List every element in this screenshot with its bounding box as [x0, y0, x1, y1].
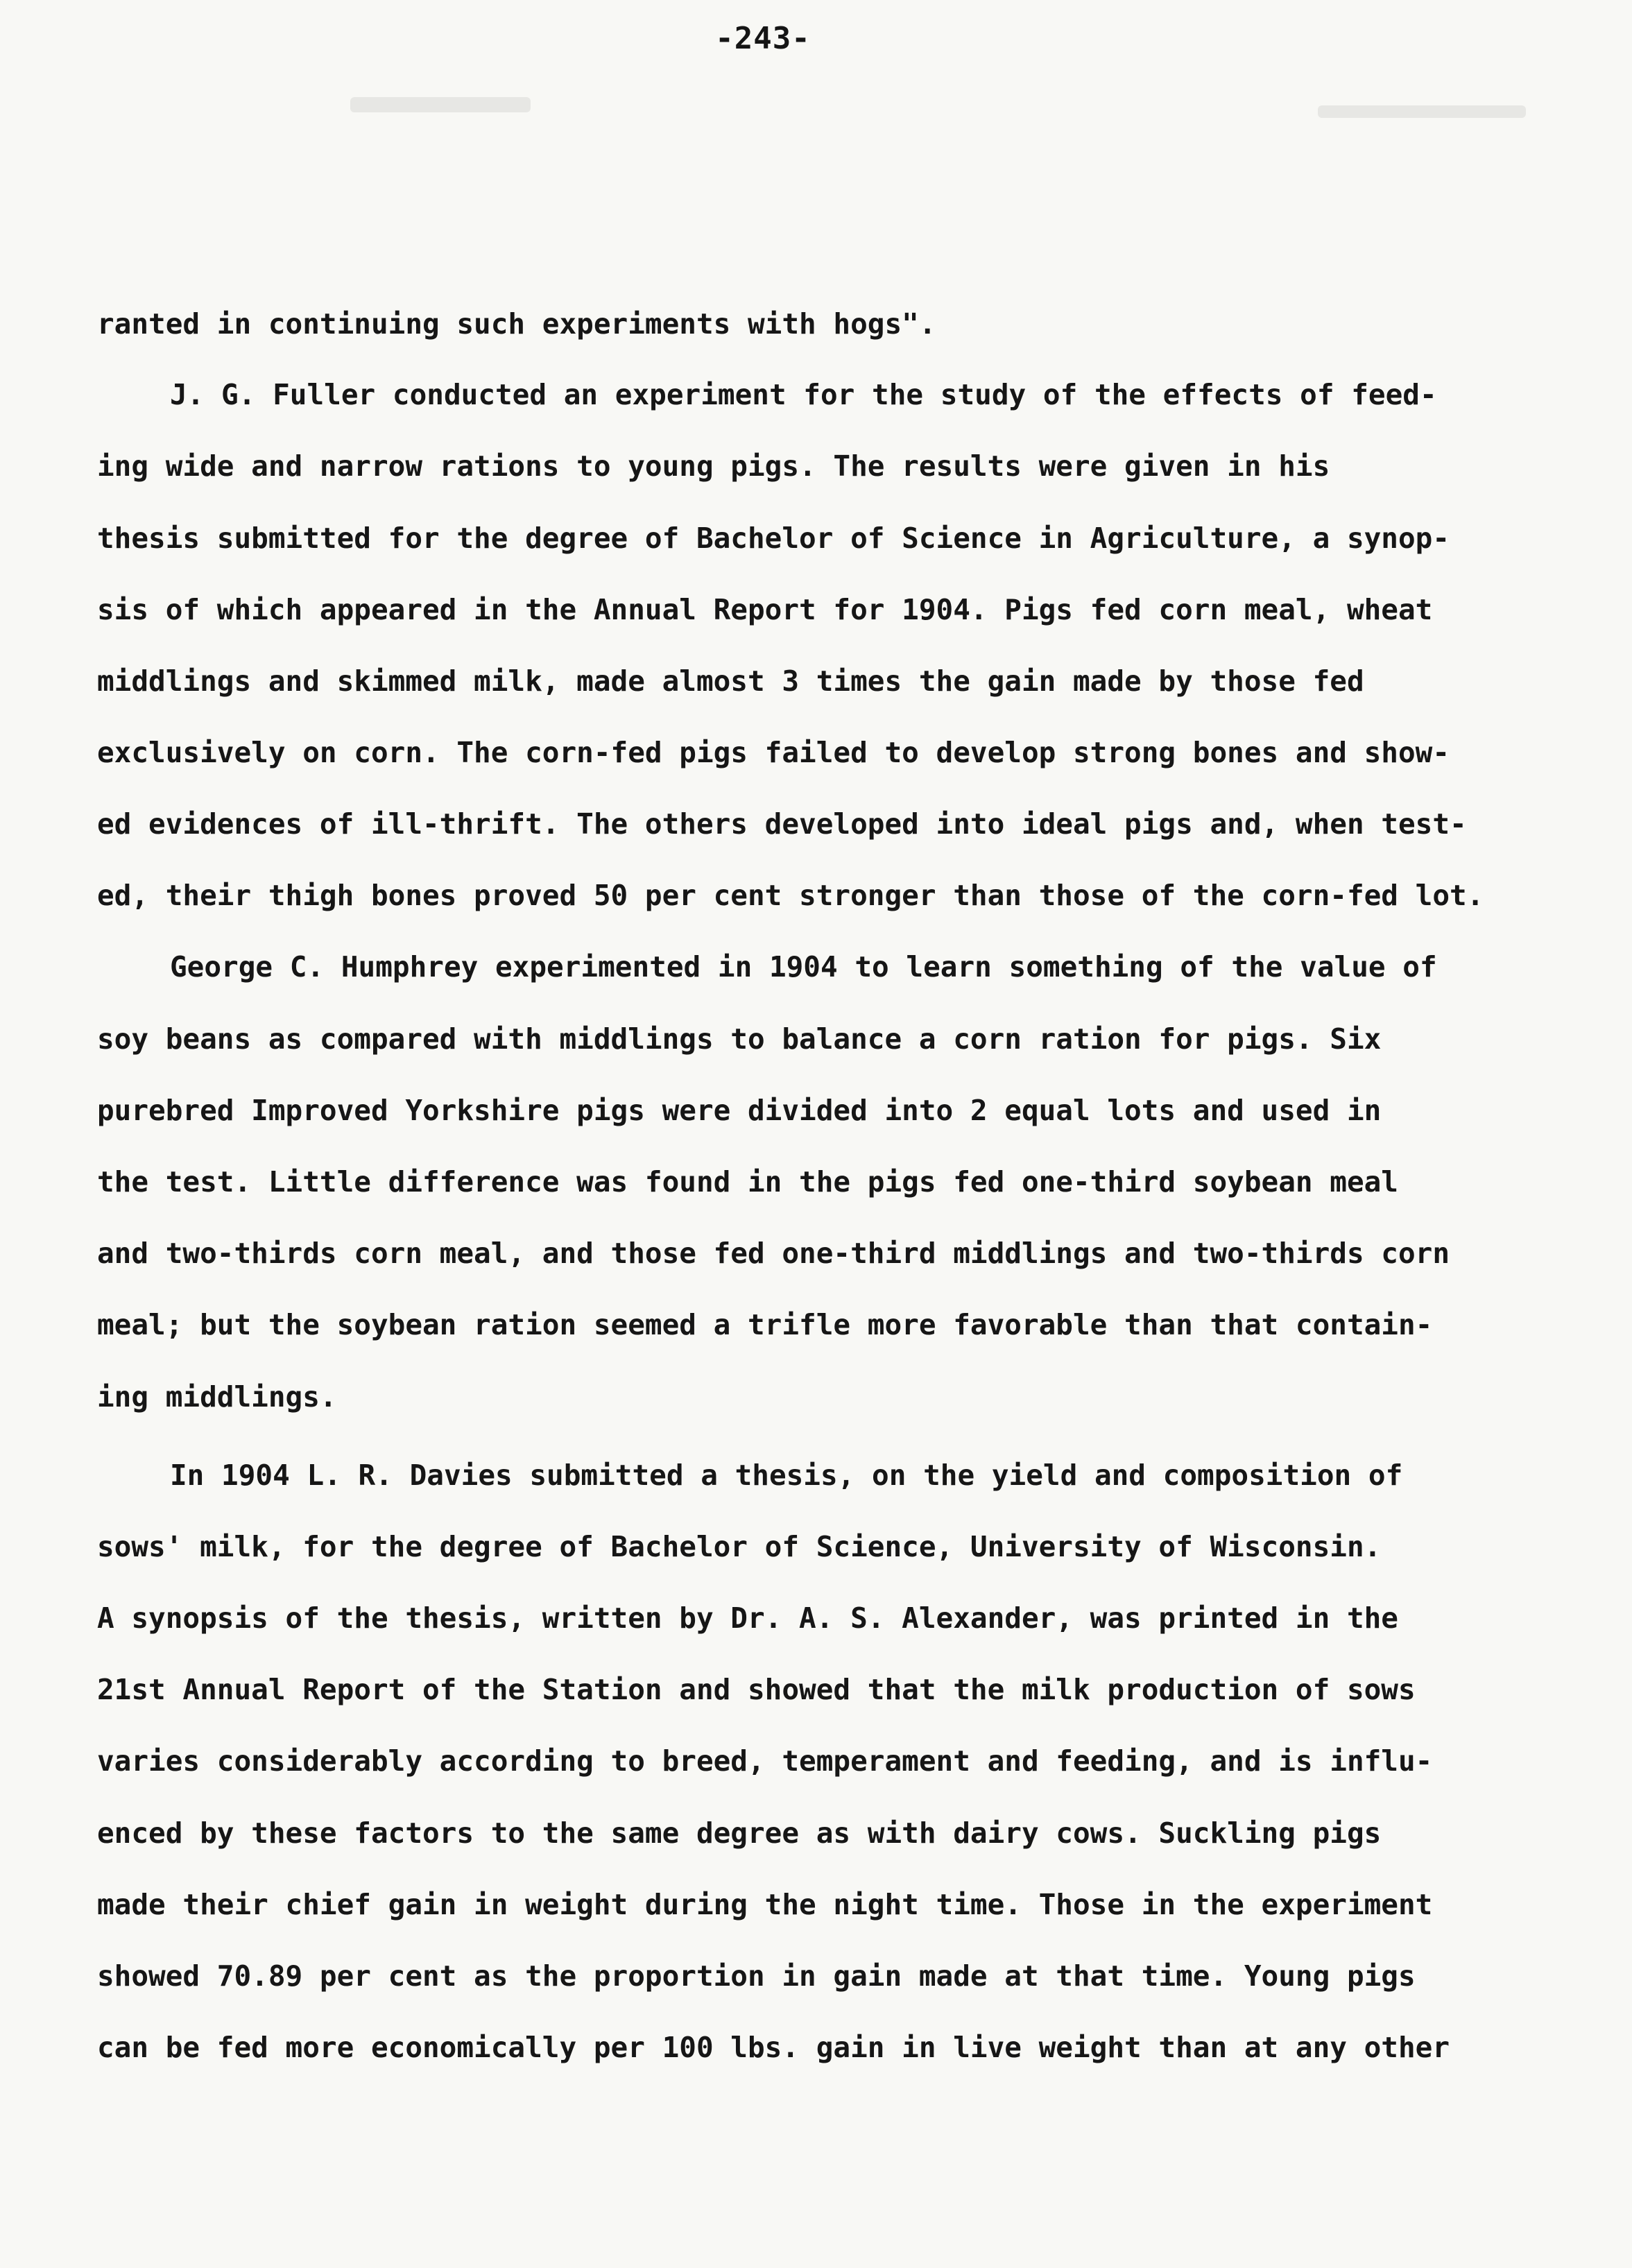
text-line: soy beans as compared with middlings to balance a corn ration for pigs. Six	[97, 1022, 1382, 1056]
page-number: -243-	[715, 21, 811, 56]
scan-smudge	[1318, 105, 1526, 118]
text-line: exclusively on corn. The corn-fed pigs failed to develop strong bones and show-	[97, 736, 1450, 769]
text-line: ing middlings.	[97, 1380, 337, 1414]
text-line: ed evidences of ill-thrift. The others developed into ideal pigs and, when test-	[97, 807, 1467, 841]
text-line: and two-thirds corn meal, and those fed one-third middlings and two-thirds corn	[97, 1237, 1450, 1270]
text-line: J. G. Fuller conducted an experiment for the study of the effects of feed-	[170, 378, 1437, 411]
text-line: ed, their thigh bones proved 50 per cent stronger than those of the corn-fed lot.	[97, 879, 1484, 912]
text-line: ranted in continuing such experiments with hogs".	[97, 307, 936, 341]
text-line: meal; but the soybean ration seemed a trifle more favorable than that contain-	[97, 1308, 1433, 1341]
text-line: showed 70.89 per cent as the proportion in gain made at that time. Young pigs	[97, 1959, 1416, 1993]
scan-smudge	[350, 97, 531, 112]
text-line: thesis submitted for the degree of Bachelor of Science in Agriculture, a synop-	[97, 522, 1450, 555]
text-line: made their chief gain in weight during the night time. Those in the experiment	[97, 1888, 1433, 1921]
text-line: enced by these factors to the same degree as with dairy cows. Suckling pigs	[97, 1816, 1382, 1850]
text-line: ing wide and narrow rations to young pigs. The results were given in his	[97, 449, 1330, 483]
text-line: George C. Humphrey experimented in 1904 to learn something of the value of	[170, 950, 1437, 983]
text-line: middlings and skimmed milk, made almost 3 times the gain made by those fed	[97, 664, 1364, 698]
text-line: 21st Annual Report of the Station and showed that the milk production of sows	[97, 1673, 1416, 1706]
text-line: varies considerably according to breed, temperament and feeding, and is influ-	[97, 1744, 1433, 1778]
text-line: sis of which appeared in the Annual Report for 1904. Pigs fed corn meal, wheat	[97, 593, 1433, 626]
text-line: can be fed more economically per 100 lbs. gain in live weight than at any other	[97, 2031, 1450, 2064]
text-line: sows' milk, for the degree of Bachelor of Science, University of Wisconsin.	[97, 1530, 1382, 1563]
text-line: purebred Improved Yorkshire pigs were divided into 2 equal lots and used in	[97, 1094, 1382, 1127]
text-line: the test. Little difference was found in the pigs fed one-third soybean meal	[97, 1165, 1398, 1199]
text-line: In 1904 L. R. Davies submitted a thesis, on the yield and composition of	[170, 1459, 1403, 1492]
text-line: A synopsis of the thesis, written by Dr. A. S. Alexander, was printed in the	[97, 1601, 1398, 1635]
